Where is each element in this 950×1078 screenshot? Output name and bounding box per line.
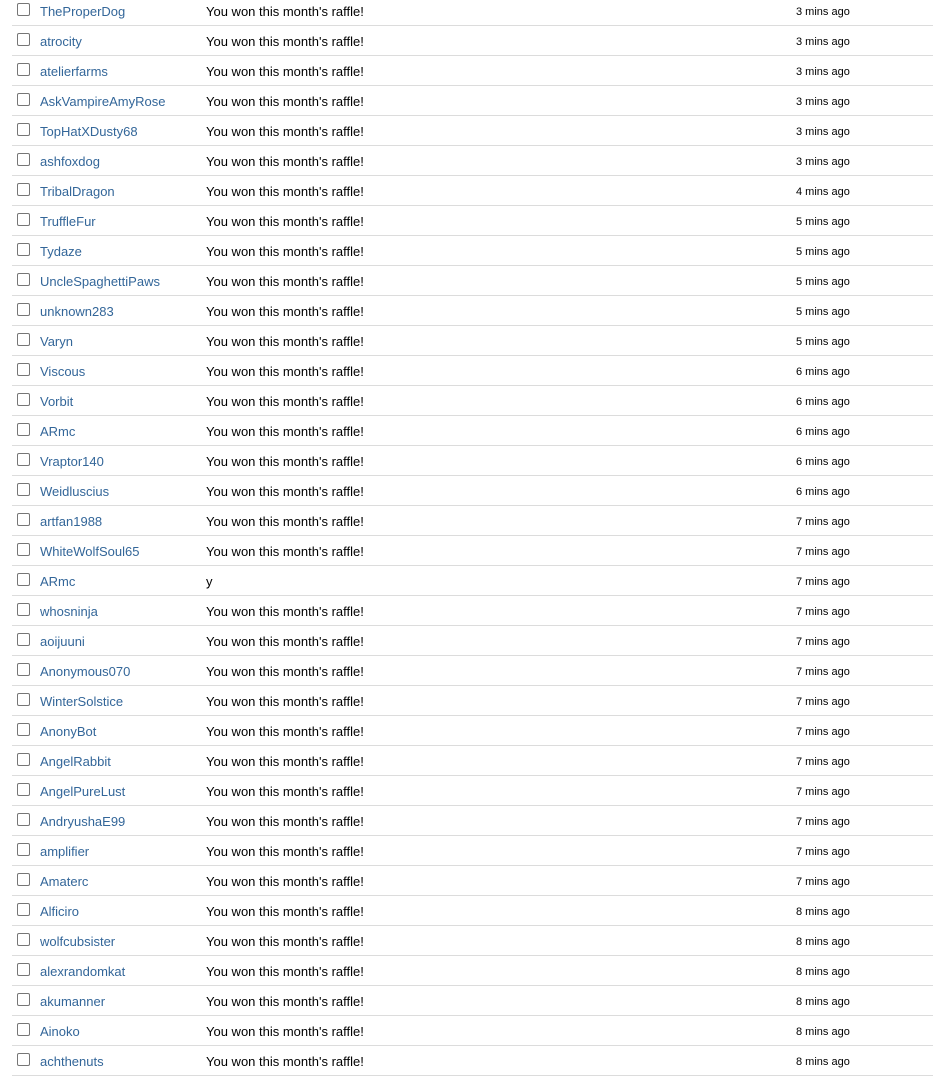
select-message-checkbox[interactable] [17,633,30,646]
message-timestamp: 7 mins ago [796,756,850,768]
select-message-checkbox[interactable] [17,243,30,256]
sender-username-link[interactable]: atelierfarms [40,64,108,79]
message-text: You won this month's raffle! [206,634,364,649]
message-row [12,236,933,266]
select-message-checkbox[interactable] [17,363,30,376]
sender-username-link[interactable]: TheProperDog [40,4,126,19]
sender-username-link[interactable]: AskVampireAmyRose [40,94,166,109]
select-message-checkbox[interactable] [17,693,30,706]
message-row [12,986,933,1016]
select-message-checkbox[interactable] [17,453,30,466]
message-text: You won this month's raffle! [206,304,364,319]
select-message-checkbox[interactable] [17,1023,30,1036]
message-row [12,536,933,566]
sender-username-link[interactable]: WinterSolstice [40,694,124,709]
message-row [12,0,933,26]
message-text: You won this month's raffle! [206,754,364,769]
select-message-checkbox[interactable] [17,873,30,886]
sender-username-link[interactable]: Amaterc [40,874,89,889]
message-row [12,266,933,296]
sender-username-link[interactable]: Anonymous070 [40,664,131,679]
select-message-checkbox[interactable] [17,603,30,616]
message-row [12,206,933,236]
select-message-checkbox[interactable] [17,963,30,976]
select-message-checkbox[interactable] [17,903,30,916]
sender-username-link[interactable]: aoijuuni [40,634,85,649]
message-text: You won this month's raffle! [206,604,364,619]
sender-username-link[interactable]: achthenuts [40,1054,104,1069]
select-message-checkbox[interactable] [17,723,30,736]
select-message-checkbox[interactable] [17,843,30,856]
sender-username-link[interactable]: Viscous [40,364,86,379]
message-text: You won this month's raffle! [206,424,364,439]
sender-username-link[interactable]: ARmc [40,424,76,439]
select-message-checkbox[interactable] [17,753,30,766]
sender-username-link[interactable]: unknown283 [40,304,114,319]
select-message-checkbox[interactable] [17,423,30,436]
message-timestamp: 7 mins ago [796,606,850,618]
message-timestamp: 5 mins ago [796,246,850,258]
sender-username-link[interactable]: Alficiro [40,904,80,919]
select-message-checkbox[interactable] [17,783,30,796]
sender-username-link[interactable]: akumanner [40,994,106,1009]
select-message-checkbox[interactable] [17,123,30,136]
sender-username-link[interactable]: Vraptor140 [40,454,104,469]
sender-username-link[interactable]: Varyn [40,334,73,349]
select-message-checkbox[interactable] [17,63,30,76]
message-row [12,506,933,536]
message-text: You won this month's raffle! [206,904,364,919]
message-timestamp: 5 mins ago [796,336,850,348]
message-timestamp: 3 mins ago [796,6,850,18]
message-timestamp: 7 mins ago [796,726,850,738]
message-timestamp: 7 mins ago [796,576,850,588]
message-row [12,1046,933,1076]
message-text: You won this month's raffle! [206,184,364,199]
sender-username-link[interactable]: Weidluscius [40,484,110,499]
message-timestamp: 7 mins ago [796,846,850,858]
select-message-checkbox[interactable] [17,933,30,946]
message-timestamp: 8 mins ago [796,1056,850,1068]
sender-username-link[interactable]: artfan1988 [40,514,103,529]
select-message-checkbox[interactable] [17,663,30,676]
message-timestamp: 8 mins ago [796,966,850,978]
message-text: You won this month's raffle! [206,94,364,109]
message-row [12,56,933,86]
select-message-checkbox[interactable] [17,993,30,1006]
select-message-checkbox[interactable] [17,93,30,106]
message-timestamp: 6 mins ago [796,396,850,408]
message-timestamp: 4 mins ago [796,186,850,198]
select-message-checkbox[interactable] [17,393,30,406]
sender-username-link[interactable]: AnonyBot [40,724,97,739]
select-message-checkbox[interactable] [17,153,30,166]
message-row [12,806,933,836]
message-text: You won this month's raffle! [206,964,364,979]
message-row [12,356,933,386]
sender-username-link[interactable]: AndryushaE99 [40,814,126,829]
message-timestamp: 6 mins ago [796,366,850,378]
message-text: You won this month's raffle! [206,334,364,349]
message-row [12,416,933,446]
sender-username-link[interactable]: Ainoko [40,1024,80,1039]
select-message-checkbox[interactable] [17,303,30,316]
message-timestamp: 7 mins ago [796,516,850,528]
select-message-checkbox[interactable] [17,483,30,496]
message-text: You won this month's raffle! [206,694,364,709]
message-timestamp: 8 mins ago [796,1026,850,1038]
message-text: You won this month's raffle! [206,4,364,19]
message-row [12,116,933,146]
message-row [12,386,933,416]
select-message-checkbox[interactable] [17,33,30,46]
message-text: You won this month's raffle! [206,814,364,829]
message-timestamp: 7 mins ago [796,876,850,888]
select-message-checkbox[interactable] [17,3,30,16]
message-timestamp: 3 mins ago [796,96,850,108]
message-list [12,0,933,1076]
sender-username-link[interactable]: Tydaze [40,244,82,259]
message-text: You won this month's raffle! [206,154,364,169]
select-message-checkbox[interactable] [17,333,30,346]
message-row [12,86,933,116]
sender-username-link[interactable]: Vorbit [40,394,74,409]
message-text: You won this month's raffle! [206,514,364,529]
message-row [12,26,933,56]
message-row [12,146,933,176]
message-timestamp: 3 mins ago [796,156,850,168]
message-text: You won this month's raffle! [206,34,364,49]
message-row [12,296,933,326]
message-timestamp: 6 mins ago [796,426,850,438]
message-timestamp: 7 mins ago [796,696,850,708]
message-timestamp: 3 mins ago [796,126,850,138]
message-text: You won this month's raffle! [206,454,364,469]
message-timestamp: 6 mins ago [796,456,850,468]
message-row [12,776,933,806]
select-message-checkbox[interactable] [17,573,30,586]
message-timestamp: 6 mins ago [796,486,850,498]
message-row [12,716,933,746]
message-text: You won this month's raffle! [206,64,364,79]
message-timestamp: 7 mins ago [796,666,850,678]
message-text: You won this month's raffle! [206,364,364,379]
message-text: You won this month's raffle! [206,244,364,259]
sender-username-link[interactable]: AngelPureLust [40,784,126,799]
message-row [12,566,933,596]
sender-username-link[interactable]: TribalDragon [40,184,115,199]
message-timestamp: 8 mins ago [796,996,850,1008]
sender-username-link[interactable]: TopHatXDusty68 [40,124,138,139]
message-text: You won this month's raffle! [206,1054,364,1069]
message-text: You won this month's raffle! [206,214,364,229]
message-timestamp: 3 mins ago [796,66,850,78]
message-row [12,326,933,356]
sender-username-link[interactable]: ARmc [40,574,76,589]
sender-username-link[interactable]: WhiteWolfSoul65 [40,544,140,559]
message-row [12,446,933,476]
message-text: y [206,574,213,589]
message-row [12,746,933,776]
message-text: You won this month's raffle! [206,1024,364,1039]
message-row [12,896,933,926]
message-row [12,956,933,986]
message-timestamp: 7 mins ago [796,786,850,798]
sender-username-link[interactable]: whosninja [40,604,98,619]
message-text: You won this month's raffle! [206,784,364,799]
sender-username-link[interactable]: alexrandomkat [40,964,126,979]
select-message-checkbox[interactable] [17,183,30,196]
message-timestamp: 7 mins ago [796,816,850,828]
message-timestamp: 5 mins ago [796,216,850,228]
message-row [12,836,933,866]
message-row [12,656,933,686]
message-row [12,1016,933,1046]
message-text: You won this month's raffle! [206,934,364,949]
message-row [12,626,933,656]
select-message-checkbox[interactable] [17,213,30,226]
message-timestamp: 3 mins ago [796,36,850,48]
message-text: You won this month's raffle! [206,874,364,889]
message-text: You won this month's raffle! [206,484,364,499]
message-text: You won this month's raffle! [206,844,364,859]
message-text: You won this month's raffle! [206,724,364,739]
sender-username-link[interactable]: TruffleFur [40,214,96,229]
message-row [12,926,933,956]
message-text: You won this month's raffle! [206,394,364,409]
message-row [12,596,933,626]
sender-username-link[interactable]: atrocity [40,34,82,49]
message-timestamp: 7 mins ago [796,636,850,648]
select-message-checkbox[interactable] [17,513,30,526]
sender-username-link[interactable]: wolfcubsister [40,934,116,949]
message-text: You won this month's raffle! [206,664,364,679]
sender-username-link[interactable]: amplifier [40,844,90,859]
message-timestamp: 8 mins ago [796,906,850,918]
message-text: You won this month's raffle! [206,124,364,139]
message-text: You won this month's raffle! [206,994,364,1009]
sender-username-link[interactable]: ashfoxdog [40,154,100,169]
message-row [12,176,933,206]
sender-username-link[interactable]: AngelRabbit [40,754,111,769]
sender-username-link[interactable]: UncleSpaghettiPaws [40,274,160,289]
message-timestamp: 8 mins ago [796,936,850,948]
message-text: You won this month's raffle! [206,544,364,559]
select-message-checkbox[interactable] [17,1053,30,1066]
message-row [12,476,933,506]
message-row [12,866,933,896]
select-message-checkbox[interactable] [17,813,30,826]
message-text: You won this month's raffle! [206,274,364,289]
message-timestamp: 7 mins ago [796,546,850,558]
message-timestamp: 5 mins ago [796,306,850,318]
select-message-checkbox[interactable] [17,543,30,556]
select-message-checkbox[interactable] [17,273,30,286]
message-timestamp: 5 mins ago [796,276,850,288]
message-row [12,686,933,716]
